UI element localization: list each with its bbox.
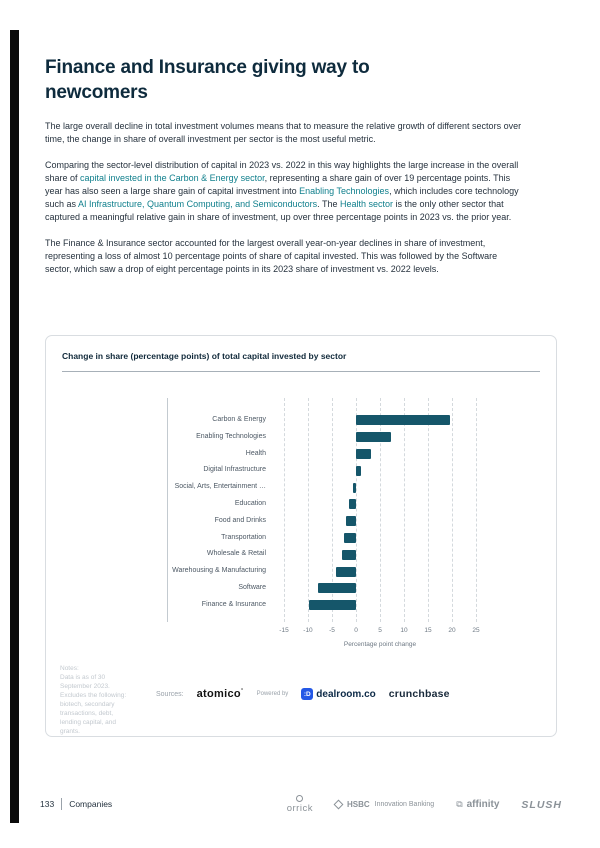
page-number: 133 — [40, 799, 55, 809]
page-number-divider — [61, 798, 62, 810]
sector-highlight-text: capital invested in the Carbon & Energy sector — [80, 173, 265, 183]
affinity-icon: ⧉ — [456, 798, 463, 809]
notes-line: transactions, debt, — [60, 710, 114, 717]
sources-label: Sources: — [156, 690, 184, 698]
bar — [349, 499, 356, 509]
powered-by-label: Powered by — [256, 691, 289, 697]
orrick-ring-icon — [296, 795, 303, 802]
gridline — [428, 398, 429, 622]
body-paragraphs — [45, 120, 523, 276]
bar — [356, 432, 391, 442]
category-label: Carbon & Energy — [212, 416, 266, 423]
orrick-wordmark: orrick — [286, 802, 313, 814]
category-label: Digital Infrastructure — [203, 466, 266, 474]
atomico-mark-icon: ° — [240, 688, 244, 695]
x-tick-label: 20 — [448, 627, 456, 634]
sector-highlight-text: AI Infrastructure, Quantum Computing, and Semiconductors — [78, 199, 318, 209]
category-label: Wholesale & Retail — [206, 550, 266, 558]
notes-line: biotech, secondary — [60, 701, 115, 708]
section-label: Companies — [69, 799, 113, 809]
chart-x-ticks — [272, 627, 488, 637]
bar — [353, 483, 356, 493]
category-label: Warehousing & Manufacturing — [172, 567, 266, 575]
bar — [356, 466, 361, 476]
category-label: Finance & Insurance — [201, 600, 266, 608]
x-tick-label: 5 — [378, 627, 382, 634]
gridline — [404, 398, 405, 622]
chart-category-labels — [62, 398, 266, 622]
paragraph-text: , which includes core technology such as — [45, 186, 519, 209]
notes-line: Notes: — [60, 665, 79, 672]
bar — [336, 567, 356, 577]
main-content — [45, 55, 523, 289]
chart-title: Change in share (percentage points) of total capital invested by sector — [62, 351, 347, 361]
affinity-wordmark: affinity — [466, 798, 500, 810]
notes-line: September 2023. — [60, 683, 110, 690]
category-label: Education — [234, 500, 266, 507]
chart-notes — [60, 664, 150, 736]
page-number-block — [40, 798, 112, 810]
x-tick-label: 0 — [354, 627, 358, 634]
bar-chart — [62, 398, 540, 656]
atomico-logo: atomico° — [196, 688, 244, 700]
gridline — [308, 398, 309, 622]
body-paragraph — [45, 159, 523, 224]
hsbc-logo — [335, 800, 434, 809]
affinity-logo — [456, 799, 499, 810]
paragraph-text: Comparing the sector-level distribution of capital in 2023 vs. 2022 in this way highlights the large increase in the overall share of — [45, 160, 519, 183]
slush-logo — [521, 795, 562, 813]
dealroom-wordmark: dealroom.co — [316, 688, 376, 700]
page-footer — [40, 792, 562, 816]
paragraph-text: , representing a share gain of over 19 percentage points. This year has also seen a large share gain of capital investment into — [45, 173, 511, 196]
hsbc-innovation-banking-label: Innovation Banking — [374, 800, 435, 808]
x-tick-label: -5 — [329, 627, 335, 634]
bar — [344, 533, 356, 543]
partner-logos — [287, 795, 562, 814]
page-title: Finance and Insurance giving way to newcomers — [45, 57, 370, 103]
sources-row — [156, 688, 450, 700]
crunchbase-logo: crunchbase — [388, 688, 450, 700]
x-tick-label: 10 — [400, 627, 408, 634]
paragraph-text: . The — [317, 199, 341, 209]
body-paragraph — [45, 120, 523, 146]
chart-card — [45, 335, 557, 737]
x-tick-label: 15 — [424, 627, 432, 634]
bar — [356, 449, 371, 459]
paragraph-text: is the only other sector that captured a meaningful relative gain in share of investment, up over three percentage points in 2023 vs. the prior year. — [45, 199, 512, 222]
category-label: Software — [238, 584, 266, 591]
category-label: Enabling Technologies — [196, 432, 266, 440]
hsbc-wordmark: HSBC — [346, 799, 370, 809]
category-label: Health — [245, 449, 266, 457]
sector-highlight-text: Health sector — [340, 199, 394, 209]
category-label: Food and Drinks — [214, 516, 266, 524]
chart-plot-area — [272, 398, 488, 622]
category-label: Social, Arts, Entertainment … — [174, 483, 266, 491]
body-paragraph — [45, 237, 523, 276]
notes-line: lending capital, and — [60, 719, 117, 726]
category-label: Transportation — [221, 533, 266, 541]
hsbc-hexagon-icon — [334, 799, 344, 809]
paragraph-text: The large overall decline in total investment volumes means that to measure the relative growth of different sectors over time, the change in share of overall investment per sector is the most useful metric. — [45, 121, 522, 144]
x-tick-label: -15 — [279, 627, 289, 634]
x-tick-label: -10 — [303, 627, 313, 634]
bar — [356, 415, 450, 425]
slush-wordmark: SLUSH — [521, 799, 562, 811]
orrick-logo — [287, 795, 313, 814]
card-title-divider — [62, 371, 540, 372]
gridline — [452, 398, 453, 622]
notes-line: Data is as of 30 — [60, 674, 106, 681]
gridline — [476, 398, 477, 622]
x-tick-label: 25 — [472, 627, 480, 634]
sector-highlight-text: Enabling Technologies — [299, 186, 390, 196]
page-spine-bar — [10, 30, 19, 823]
x-axis-label: Percentage point change — [343, 641, 417, 648]
gridline — [284, 398, 285, 622]
bar — [346, 516, 356, 526]
notes-line: Excludes the following: — [60, 692, 127, 699]
bar — [309, 600, 356, 610]
notes-line: grants. — [60, 728, 80, 735]
dealroom-logo — [301, 688, 375, 700]
dealroom-icon: :D — [301, 688, 313, 700]
bar — [342, 550, 356, 560]
paragraph-text: The Finance & Insurance sector accounted for the largest overall year-on-year declines in share of investment, representing a loss of almost 10 percentage points of share of capital invested. This was followed by the Software sector, which saw a drop of eight percentage points in its 2023 share of investment vs. 2022 levels. — [45, 238, 498, 274]
bar — [318, 583, 356, 593]
